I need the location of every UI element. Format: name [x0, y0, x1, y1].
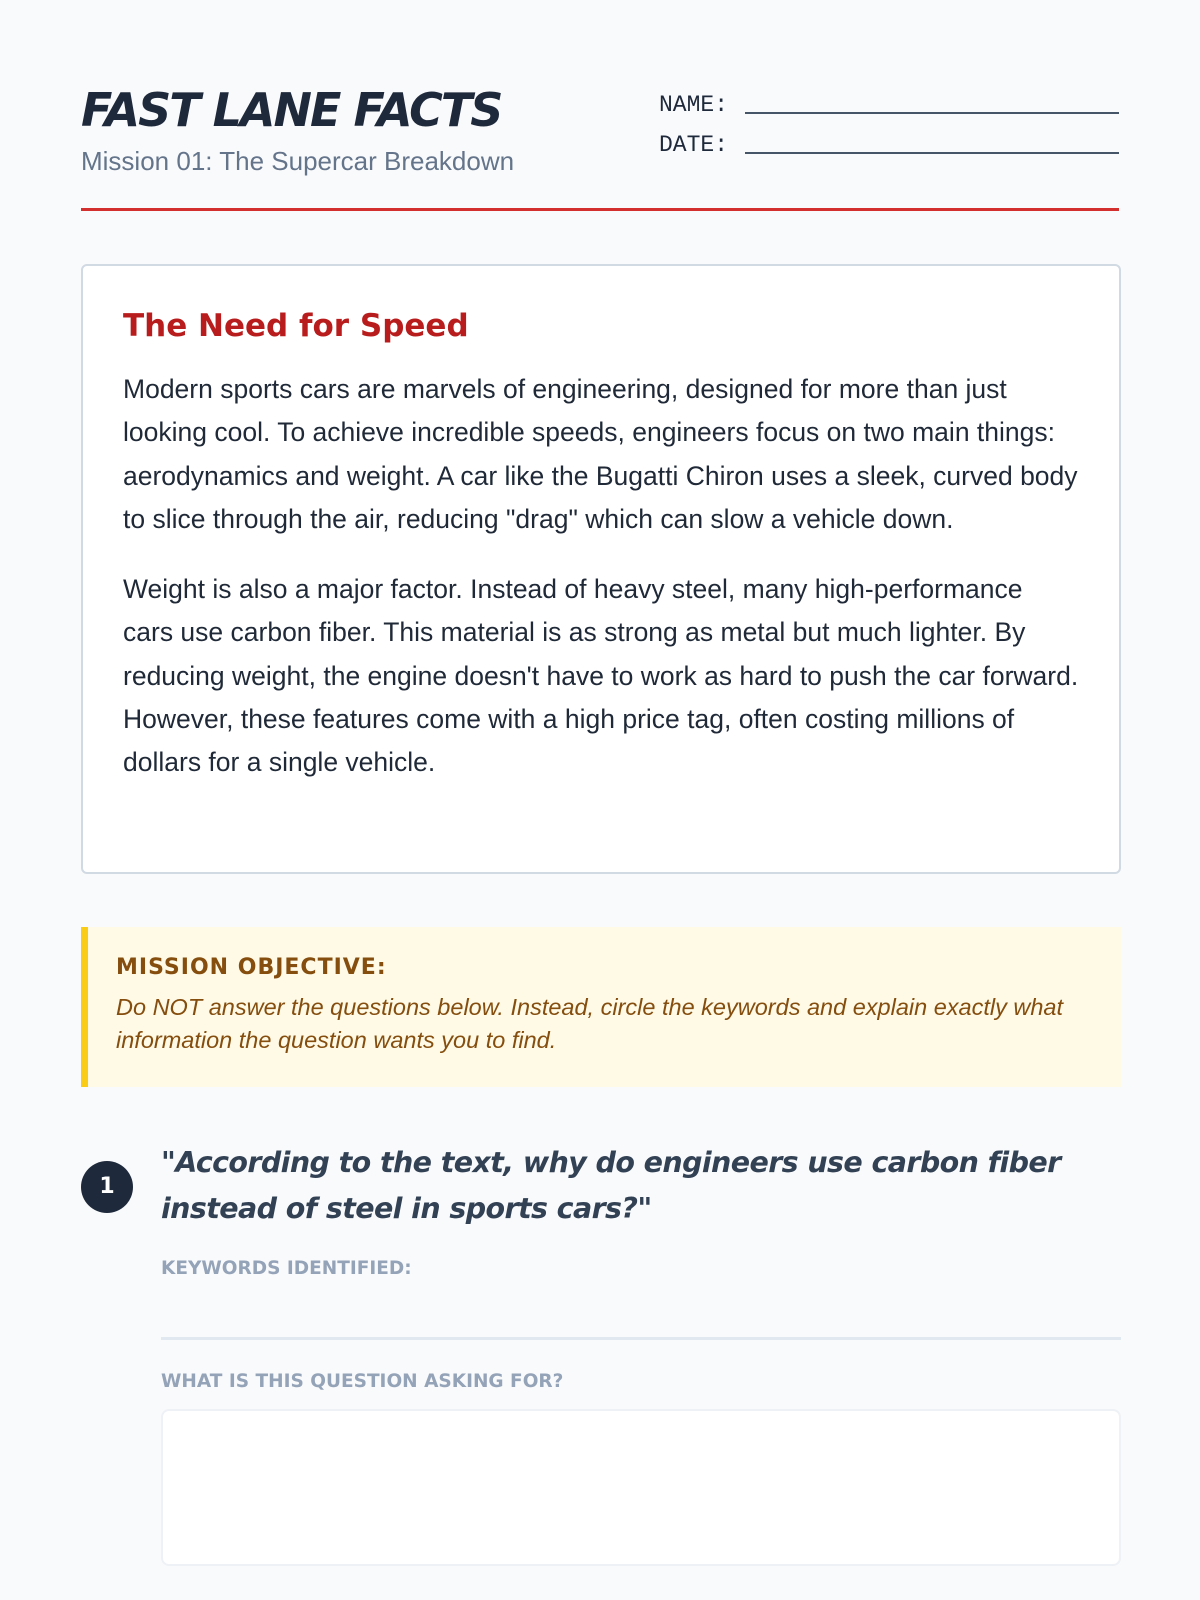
- objective-heading: MISSION OBJECTIVE:: [116, 955, 387, 980]
- student-info-fields: [659, 80, 1119, 160]
- reading-paragraph-1: Modern sports cars are marvels of engineering, designed for more than just looking cool. To achieve incredible speeds, engineers focus on two main things: aerodynamics and weight. A car like the Bugatti Chiron uses a sleek, curved body to slice through the air, reducing "drag" which can slow a vehicle down.: [123, 374, 1078, 534]
- reading-paragraph-2: Weight is also a major factor. Instead of heavy steel, many high-performance cars use carbon fiber. This material is as strong as metal but much lighter. By reducing weight, the engine doesn't have to work as hard to push the car forward. However, these features come with a high price tag, often costing millions of dollars for a single vehicle.: [123, 574, 1079, 778]
- keywords-write-line[interactable]: [161, 1337, 1121, 1340]
- question-text: "According to the text, why do engineers use carbon fiber instead of steel in sports cars?": [161, 1146, 1061, 1225]
- keywords-label: KEYWORDS IDENTIFIED:: [161, 1258, 412, 1279]
- asking-for-label: WHAT IS THIS QUESTION ASKING FOR?: [161, 1371, 564, 1392]
- worksheet-header: [81, 0, 1119, 211]
- date-label: DATE:: [659, 132, 729, 158]
- date-field: [659, 120, 1119, 160]
- worksheet-title: FAST LANE FACTS: [81, 83, 502, 137]
- mission-objective-callout: [81, 927, 1121, 1087]
- name-write-line[interactable]: [745, 112, 1119, 114]
- asking-for-answer-box[interactable]: [161, 1409, 1121, 1566]
- question-number-badge: 1: [81, 1161, 133, 1213]
- objective-instructions: Do NOT answer the questions below. Instead, circle the keywords and explain exactly what information the question wants you to find.: [116, 994, 1064, 1053]
- date-write-line[interactable]: [745, 152, 1119, 154]
- reading-passage: [81, 264, 1121, 874]
- reading-heading: The Need for Speed: [123, 308, 469, 344]
- name-field: [659, 80, 1119, 120]
- name-label: NAME:: [659, 92, 729, 118]
- worksheet-subtitle: Mission 01: The Supercar Breakdown: [81, 146, 515, 176]
